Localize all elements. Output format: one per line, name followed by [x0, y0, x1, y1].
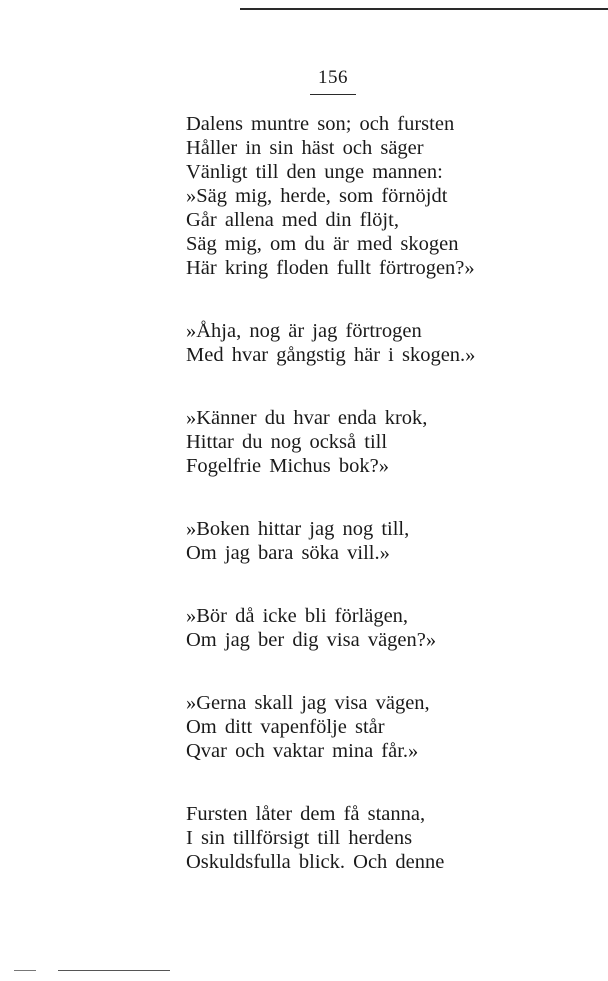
stanza [186, 691, 586, 763]
page-number: 156 [318, 67, 348, 88]
poem-line: I sin tillförsigt till herdens [186, 827, 413, 849]
poem-line: Vänligt till den unge mannen: [186, 161, 443, 183]
poem-line: Oskuldsfulla blick. Och denne [186, 851, 445, 873]
poem-line: Om jag ber dig visa vägen?» [186, 629, 437, 651]
poem-line: Qvar och vaktar mina får.» [186, 740, 419, 762]
bottom-edge-mark [14, 970, 36, 971]
poem-line: »Gerna skall jag visa vägen, [186, 692, 430, 714]
poem-line: Hittar du nog också till [186, 431, 388, 453]
poem-line: Dalens muntre son; och fursten [186, 113, 455, 135]
poem-line: Om jag bara söka vill.» [186, 542, 390, 564]
poem-line: Säg mig, om du är med skogen [186, 233, 459, 255]
stanza [186, 802, 586, 874]
stanza [186, 319, 586, 367]
stanza [186, 604, 586, 652]
poem-line: Med hvar gångstig här i skogen.» [186, 344, 476, 366]
poem-line: »Känner du hvar enda krok, [186, 407, 428, 429]
poem-line: Går allena med din flöjt, [186, 209, 399, 231]
poem-line: Om ditt vapenfölje står [186, 716, 385, 738]
poem-line: »Säg mig, herde, som förnöjdt [186, 185, 448, 207]
page-number-underline [310, 94, 356, 95]
poem-line: Här kring floden fullt förtrogen?» [186, 257, 475, 279]
stanza [186, 406, 586, 478]
stanza [186, 112, 586, 280]
poem-line: »Åhja, nog är jag förtrogen [186, 320, 422, 342]
poem-line: Håller in sin häst och säger [186, 137, 424, 159]
poem-body [186, 112, 586, 913]
poem-line: Fogelfrie Michus bok?» [186, 455, 389, 477]
bottom-edge-rule [58, 970, 170, 971]
poem-line: Fursten låter dem få stanna, [186, 803, 426, 825]
stanza [186, 517, 586, 565]
top-rule [240, 8, 608, 10]
poem-line: »Boken hittar jag nog till, [186, 518, 410, 540]
poem-line: »Bör då icke bli förlägen, [186, 605, 409, 627]
